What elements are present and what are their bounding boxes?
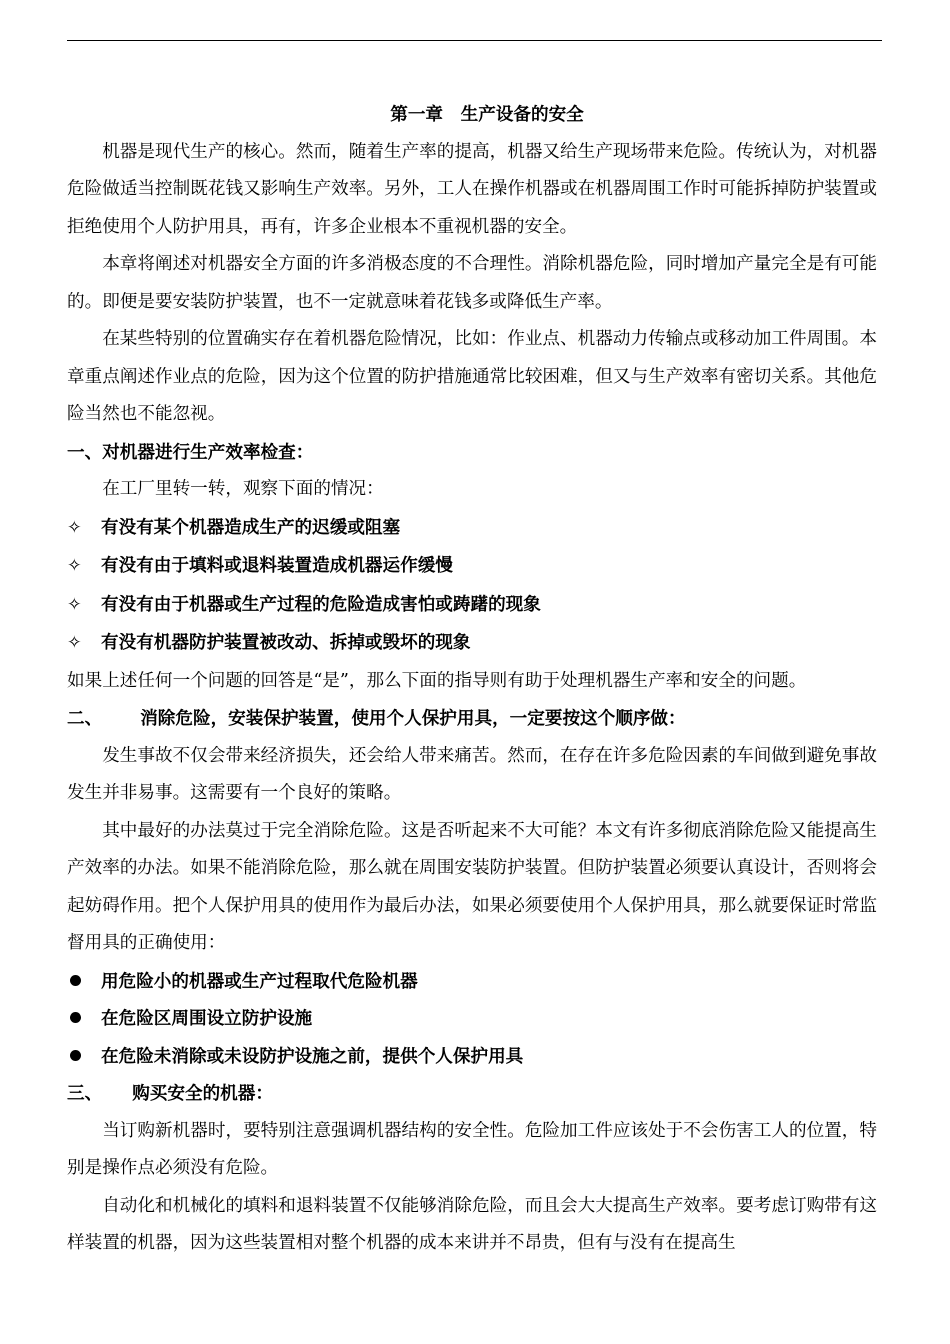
bullet-dot-icon (70, 975, 81, 986)
diamond-star-icon: ✧ (67, 517, 82, 538)
section-2-number: 二、 (67, 708, 103, 729)
checklist-item-text: 有没有由于机器或生产过程的危险造成害怕或踌躇的现象 (101, 593, 541, 615)
measure-item (67, 1038, 877, 1076)
section-2-paragraph-2: 其中最好的办法莫过于完全消除危险。这是否听起来不大可能？本文有许多彻底消除危险又能提高生产效率的办法。如果不能消除危险，那么就在周围安装防护装置。但防护装置必须要认真设计，否则将会起妨碍作用。把个人保护用具的使用作为最后办法，如果必须要使用个人保护用具，那么就要保证时常监督用具的正确使用： (67, 820, 877, 953)
section-1-lead: 在工厂里转一转，观察下面的情况： (102, 479, 384, 499)
intro-paragraph-3: 在某些特别的位置确实存在着机器危险情况，比如：作业点、机器动力传输点或移动加工件周围。本章重点阐述作业点的危险，因为这个位置的防护措施通常比较困难，但又与生产效率有密切关系。其他危险当然也不能忽视。 (67, 329, 877, 424)
bullet-dot-icon (70, 1050, 81, 1061)
section-2-heading-text: 消除危险，安装保护装置，使用个人保护用具，一定要按这个顺序做： (140, 708, 686, 729)
measure-item-text: 在危险区周围设立防护设施 (101, 1008, 313, 1029)
section-3-paragraph-1: 当订购新机器时，要特别注意强调机器结构的安全性。危险加工件应该处于不会伤害工人的位置，特别是操作点必须没有危险。 (67, 1120, 877, 1178)
checklist-item (67, 547, 877, 586)
section-2-paragraph-1: 发生事故不仅会带来经济损失，还会给人带来痛苦。然而，在存在许多危险因素的车间做到避免事故发生并非易事。这需要有一个良好的策略。 (67, 745, 877, 803)
section-2-heading (67, 700, 877, 738)
section-3-number: 三、 (67, 1083, 103, 1104)
diamond-star-icon: ✧ (67, 594, 82, 615)
checklist-item-text: 有没有由于填料或退料装置造成机器运作缓慢 (101, 555, 453, 576)
chapter-title: 第一章 生产设备的安全 (390, 104, 584, 125)
measure-item (67, 963, 877, 1001)
intro-paragraph-1: 机器是现代生产的核心。然而，随着生产率的提高，机器又给生产现场带来危险。传统认为，对机器危险做适当控制既花钱又影响生产效率。另外，工人在操作机器或在机器周围工作时可能拆掉防护装置或拒绝使用个人防护用具，再有，许多企业根本不重视机器的安全。 (67, 141, 877, 237)
section-1-heading: 一、对机器进行生产效率检查： (67, 441, 314, 463)
section-3-paragraph-2: 自动化和机械化的填料和退料装置不仅能够消除危险，而且会大大提高生产效率。要考虑订购带有这样装置的机器，因为这些装置相对整个机器的成本来讲并不昂贵，但有与没有在提高生 (67, 1195, 877, 1253)
diamond-star-icon: ✧ (67, 556, 82, 576)
header-rule (67, 40, 882, 41)
section-3-heading (67, 1075, 877, 1113)
checklist-item-text: 有没有机器防护装置被改动、拆掉或毁坏的现象 (101, 632, 471, 653)
section-3-heading-text: 购买安全的机器： (132, 1083, 273, 1104)
checklist-item (67, 509, 877, 548)
diamond-star-icon: ✧ (67, 633, 82, 653)
measure-item-text: 在危险未消除或未设防护设施之前，提供个人保护用具 (101, 1045, 524, 1067)
checklist-item-text: 有没有某个机器造成生产的迟缓或阻塞 (101, 516, 401, 538)
checklist-item (67, 586, 877, 625)
bullet-dot-icon (70, 1012, 81, 1023)
section-1-conclusion: 如果上述任何一个问题的回答是“是”，那么下面的指导则有助于处理机器生产率和安全的问题。 (67, 670, 807, 691)
document-body (67, 96, 877, 1263)
measure-item (67, 1000, 877, 1038)
checklist-item (67, 624, 877, 663)
measure-item-text: 用危险小的机器或生产过程取代危险机器 (101, 970, 418, 992)
intro-paragraph-2: 本章将阐述对机器安全方面的许多消极态度的不合理性。消除机器危险，同时增加产量完全是有可能的。即便是要安装防护装置，也不一定就意味着花钱多或降低生产率。 (67, 254, 877, 312)
